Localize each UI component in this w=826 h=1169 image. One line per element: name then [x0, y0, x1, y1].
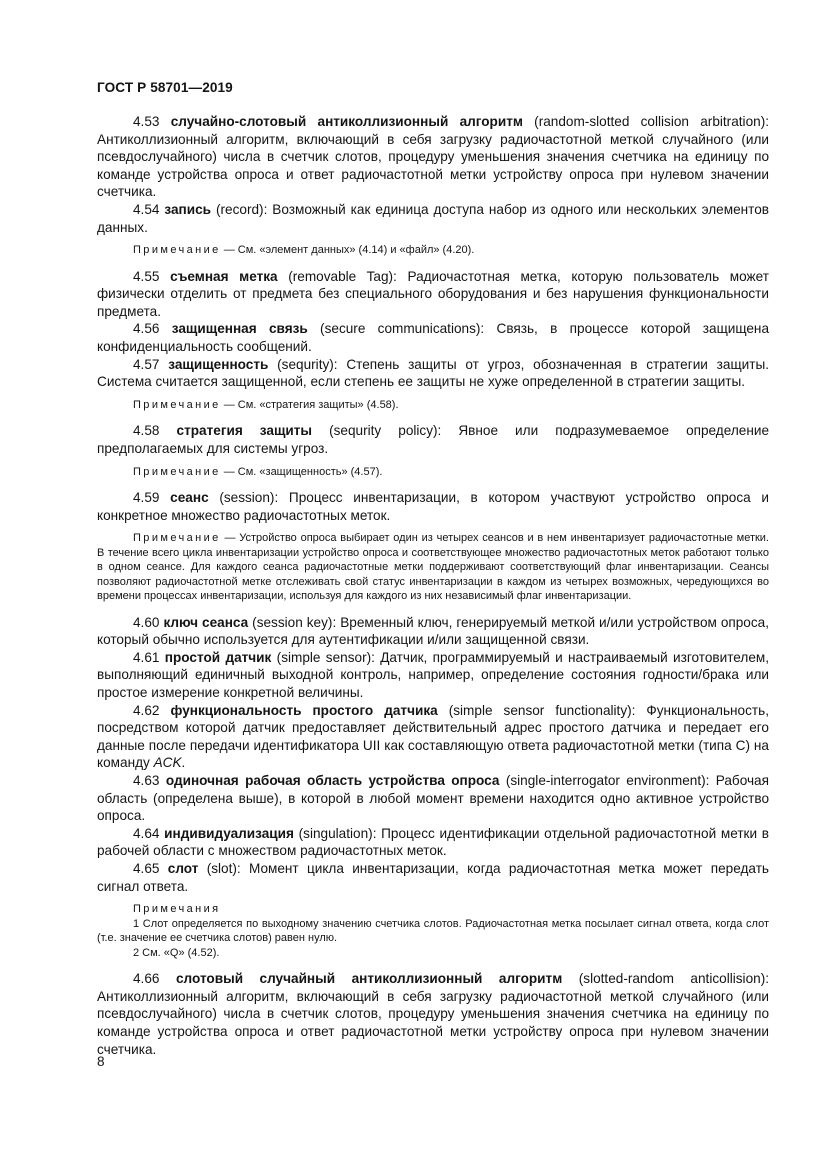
document-body: [97, 113, 769, 1058]
entry-4-58: 4.58 стратегия защиты (sequrity policy): Явное или подразумеваемое определение предполагаемых для системы угроз.: [97, 423, 770, 456]
note-4-65-2: 2 См. «Q» (4.52).: [133, 946, 220, 959]
entry-4-62: 4.62 функциональность простого датчика (simple sensor functionality): Функциональность, посредством которой датчик предоставляет действительный адрес простого датчика и передает его данные после передачи идентификатора UII как составляющую ответа радиочастотной метки (типа С) на команду ACK.: [97, 702, 769, 771]
entry-4-60: 4.60 ключ сеанса (session key): Временный ключ, генерируемый меткой и/или устройством опроса, который обычно используется для аутентификации и/или защищенной связи.: [97, 614, 770, 648]
note-4-58: Примечание — См. «защищенность» (4.57).: [133, 465, 383, 478]
note-4-54: Примечание — См. «элемент данных» (4.14) и «файл» (4.20).: [133, 244, 475, 257]
page-number: 8: [97, 1054, 105, 1069]
notes-heading-4-65: Примечания: [133, 903, 221, 916]
entry-4-65: 4.65 слот (slot): Момент цикла инвентаризации, когда радиочастотная метка может передать сигнал ответа.: [97, 861, 769, 894]
note-4-57: Примечание — См. «стратегия защиты» (4.58).: [133, 398, 399, 411]
entry-4-64: 4.64 индивидуализация (singulation): Процесс идентификации отдельной радиочастотной метки в рабочей области с множеством радиочастотных меток.: [97, 825, 770, 859]
entry-4-53: 4.53 случайно-слотовый антиколлизионный алгоритм (random-slotted collision arbitration): Антиколлизионный алгоритм, включающий в себя загрузку радиочастотной меткой случайного (или псевдослучайного) числа в счетчик слотов, процедуру уменьшения значения счетчика на единицу по команде устройства опроса и ответ радиочастотной метки устройству опроса при нулевом значении счетчика.: [97, 114, 769, 200]
entry-4-56: 4.56 защищенная связь (secure communications): Связь, в процессе которой защищена конфиденциальность сообщений.: [97, 321, 769, 355]
entry-4-66: 4.66 слотовый случайный антиколлизионный алгоритм (slotted-random anticollision): Антиколлизионный алгоритм, включающий в себя загрузку радиочастотной меткой случайного (или псевдослучайного) числа в счетчик слотов, процедуру уменьшения значения счетчика на единицу по команде устройства опроса и ответ радиочастотной метки устройству опроса при нулевом значении счетчика.: [97, 971, 770, 1057]
note-4-59: Примечание — Устройство опроса выбирает один из четырех сеансов и в нем инвентаризует радиочастотные метки. В течение всего цикла инвентаризации устройство опроса и соответствующее множество радиочастотных меток работают только в одном сеансе. Для каждого сеанса радиочастотные метки поддерживают соответствующий флаг инвентаризации. Сеансы позволяют радиочастотной метке отслеживать свой статус инвентаризации в каждом из четырех возможных, чередующихся во времени процессах инвентаризации, используя для каждого из них независимый флаг инвентаризации.: [97, 532, 769, 603]
entry-4-63: 4.63 одиночная рабочая область устройства опроса (single-interrogator environment): Рабочая область (определена выше), в которой в любой момент времени находится одно активное устройство опроса.: [97, 773, 769, 824]
entry-4-59: 4.59 сеанс (session): Процесс инвентаризации, в котором участвуют устройство опроса и конкретное множество радиочастотных меток.: [97, 490, 770, 523]
entry-4-54: 4.54 запись (record): Возможный как единица доступа набор из одного или нескольких элементов данных.: [97, 201, 770, 235]
note-4-65-1: 1 Слот определяется по выходному значению счетчика слотов. Радиочастотная метка посылает сигнал ответа, когда слот (т.е. значение ее счетчика слотов) равен нулю.: [97, 917, 769, 945]
entry-4-61: 4.61 простой датчик (simple sensor): Датчик, программируемый и настраиваемый изготовителем, выполняющий единичный выходной контроль, например, определение состояния годности/брака или простое измерение конкретной величины.: [97, 649, 770, 701]
standard-header: ГОСТ Р 58701—2019: [97, 80, 233, 95]
entry-4-55: 4.55 съемная метка (removable Tag): Радиочастотная метка, которую пользователь может физически отделить от предмета без специального оборудования и без нарушения функциональности предмета.: [97, 268, 769, 319]
entry-4-57: 4.57 защищенность (sequrity): Степень защиты от угроз, обозначенная в стратегии защиты. Система считается защищенной, если степень ее защиты не хуже определенной в стратегии защиты.: [97, 356, 769, 390]
